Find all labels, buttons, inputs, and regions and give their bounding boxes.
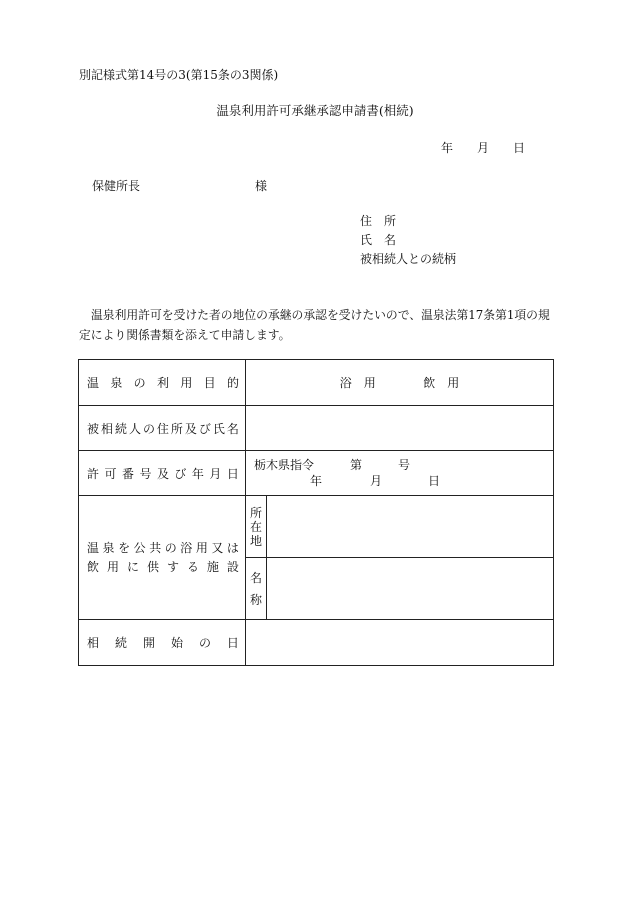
facility-name-value-cell[interactable]	[267, 558, 554, 620]
table-row	[79, 406, 554, 451]
permit-day: 日	[428, 474, 441, 488]
purpose-value-cell[interactable]	[246, 360, 554, 406]
applicant-address-label: 住 所	[360, 214, 397, 228]
permit-value	[246, 457, 553, 489]
table-row	[79, 620, 554, 666]
date-day: 日	[512, 141, 525, 155]
date-line	[441, 139, 525, 156]
facility-name-label-a: 名	[249, 570, 262, 585]
facility-name-label-b: 称	[249, 592, 262, 607]
facility-name-label-cell	[246, 558, 267, 620]
decedent-label: 被 相 続 人 の 住 所 及 び 氏 名	[87, 421, 239, 436]
permit-go: 号	[398, 458, 411, 472]
facility-name-label	[246, 567, 266, 611]
table-row	[79, 451, 554, 496]
form-reference: 別記様式第14号の3(第15条の3関係)	[79, 68, 279, 82]
page-title: 温泉利用許可承継承認申請書(相続)	[216, 103, 414, 118]
applicant-relation-label: 被相続人との続柄	[360, 252, 457, 266]
purpose-options	[246, 374, 553, 391]
location-value-cell[interactable]	[267, 496, 554, 558]
facility-label	[79, 539, 245, 577]
start-value-cell[interactable]	[246, 620, 554, 666]
start-label: 相 続 開 始 の 日	[87, 636, 239, 650]
facility-label-line2: 飲 用 に 供 す る 施 設	[87, 559, 239, 574]
permit-year: 年	[310, 474, 323, 488]
start-label-cell	[79, 620, 246, 666]
purpose-option-bath[interactable]: 浴 用	[339, 376, 376, 390]
location-label: 所 在 地	[249, 505, 262, 548]
purpose-label: 温 泉 の 利 用 目 的	[87, 376, 239, 390]
decedent-value-cell[interactable]	[246, 406, 554, 451]
location-label-cell	[246, 496, 267, 558]
permit-value-cell[interactable]	[246, 451, 554, 496]
addressee-honorific: 様	[255, 179, 268, 193]
facility-label-cell	[79, 496, 246, 620]
application-table	[78, 359, 554, 666]
decedent-label-cell	[79, 406, 246, 451]
statement-text: 温泉利用許可を受けた者の地位の承継の承認を受けたいので、温泉法第17条第1項の規定により関係書類を添えて申請します。	[79, 308, 550, 342]
purpose-label-cell	[79, 360, 246, 406]
permit-label: 許 可 番 号 及 び 年 月 日	[87, 466, 239, 481]
date-year: 年	[441, 141, 454, 155]
date-month: 月	[476, 141, 489, 155]
addressee-office: 保健所長	[92, 179, 141, 193]
applicant-block	[360, 212, 456, 269]
table-row	[79, 360, 554, 406]
permit-label-cell	[79, 451, 246, 496]
purpose-option-drink[interactable]: 飲 用	[423, 376, 460, 390]
applicant-name-label: 氏 名	[360, 233, 397, 247]
table-row	[79, 496, 554, 558]
permit-month: 月	[370, 474, 383, 488]
permit-dai: 第	[350, 458, 363, 472]
facility-label-line1: 温 泉 を 公 共 の 浴 用 又 は	[87, 540, 239, 555]
permit-prefix: 栃木県指令	[254, 458, 315, 472]
